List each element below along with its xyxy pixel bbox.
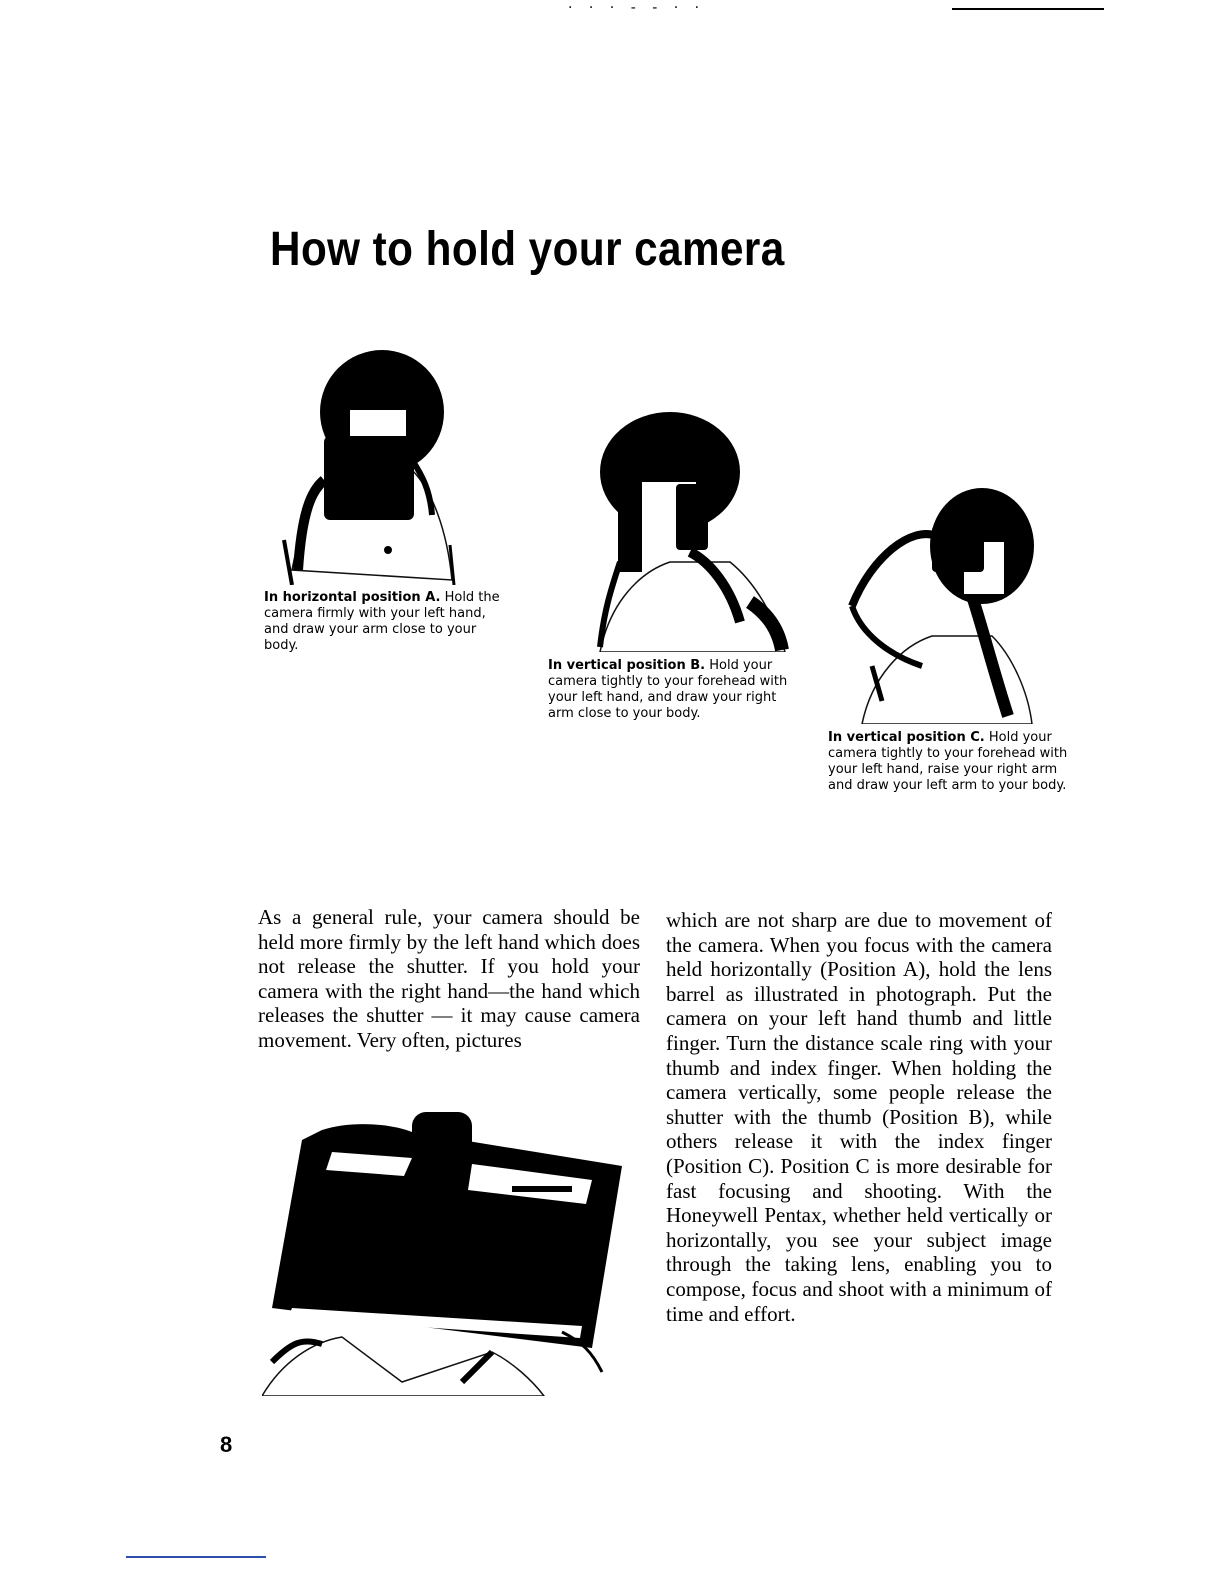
page-number: 8 — [220, 1432, 233, 1457]
caption-position-b — [548, 658, 788, 722]
caption-c-label: In vertical position C. — [828, 730, 985, 745]
caption-position-c — [828, 730, 1068, 794]
photo-camera-in-hand — [262, 1112, 634, 1396]
scan-dots: · · · - - · · — [568, 0, 706, 16]
photo-position-c — [832, 486, 1052, 724]
photo-position-a — [262, 340, 472, 585]
caption-c-text: Hold your camera tightly to your forehead with your left hand, raise your right arm and draw your left arm to your body. — [828, 730, 1068, 793]
body-text-left: As a general rule, your camera should be held more firmly by the left hand which does not release the shutter. If you hold your camera with the right hand—the hand which releases the shutter — it may cause camera movement. Very often, pictures — [258, 905, 640, 1052]
caption-a-text: Hold the camera firmly with your left hand, and draw your arm close to your body. — [264, 590, 500, 653]
body-text-right: which are not sharp are due to movement of the camera. When you focus with the camera held horizontally (Position A), hold the lens barrel as illustrated in photograph. Put the camera on your left hand thumb and little finger. Turn the distance scale ring with your thumb and index finger. When holding the camera vertically, some people release the shutter with the thumb (Position B), while others release it with the index finger (Position C). Position C is more desirable for fast focusing and shooting. With the Honeywell Pentax, whether held vertically or horizontally, you see your subject image through the taking lens, enabling you to compose, focus and shoot with a minimum of time and effort. — [666, 908, 1052, 1326]
photo-position-b — [590, 412, 790, 652]
caption-b-label: In vertical position B. — [548, 658, 706, 673]
caption-position-a — [264, 590, 504, 654]
footer-rule — [126, 1556, 266, 1558]
header-rule — [952, 8, 1104, 10]
caption-b-text: Hold your camera tightly to your forehead with your left hand, and draw your right arm close to your body. — [548, 658, 788, 721]
caption-a-label: In horizontal position A. — [264, 590, 441, 605]
page-title: How to hold your camera — [270, 223, 785, 276]
